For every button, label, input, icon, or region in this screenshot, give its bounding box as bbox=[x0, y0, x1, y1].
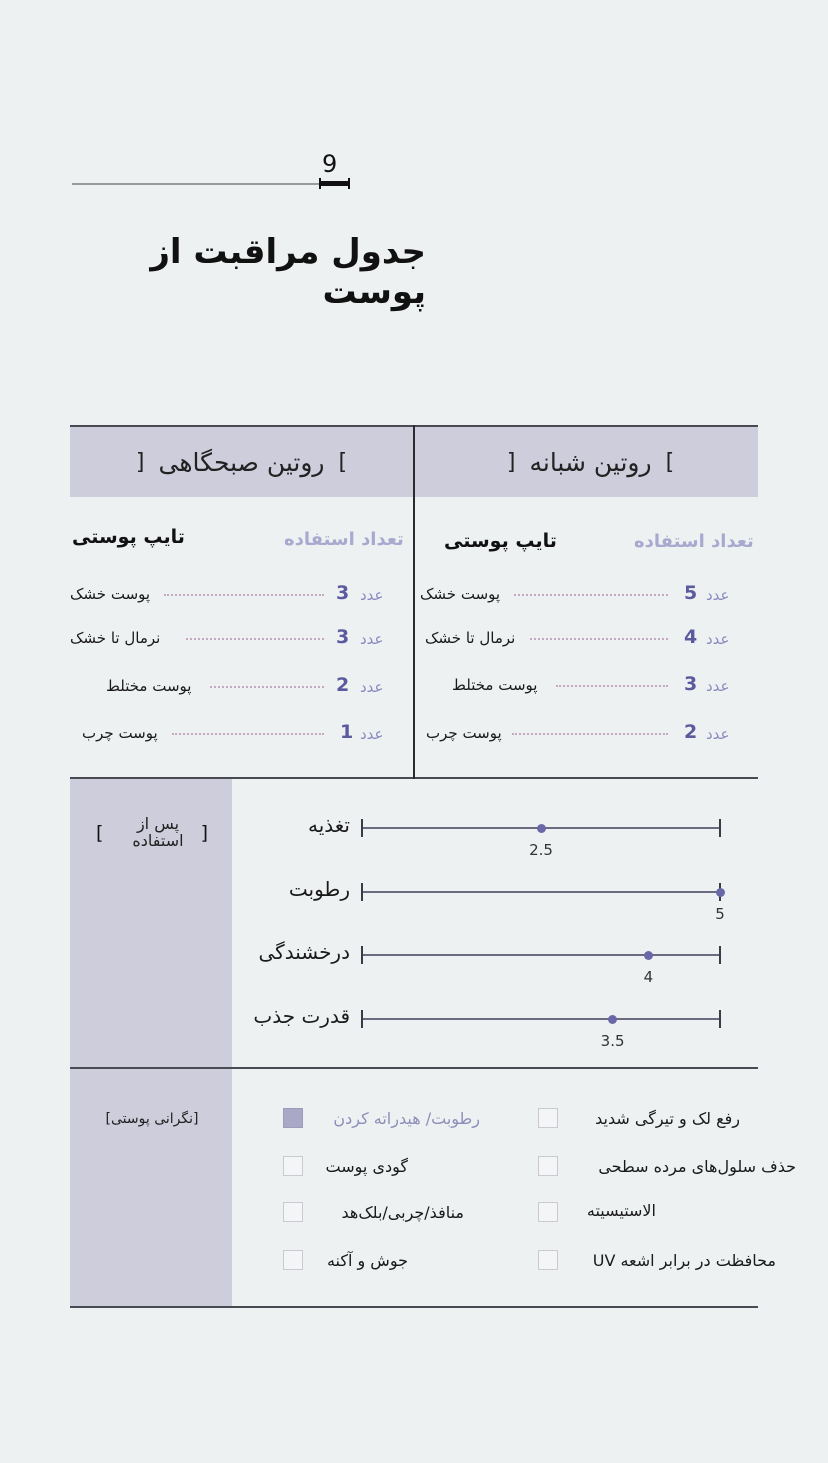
concern-label: جوش و آکنه bbox=[326, 1251, 408, 1270]
dotted-leader bbox=[556, 685, 668, 687]
after-use-sidebar bbox=[70, 779, 232, 1067]
skin-type: پوست مختلط bbox=[452, 676, 538, 694]
rating-value: 4 bbox=[643, 968, 654, 986]
concerns-label: [نگرانی پوستی] bbox=[105, 1111, 199, 1127]
bracket-icon: [ bbox=[200, 822, 208, 844]
skincare-table bbox=[70, 425, 796, 1308]
rating-marker bbox=[537, 824, 546, 833]
rating-marker bbox=[716, 888, 725, 897]
night-row bbox=[420, 721, 750, 747]
dotted-leader bbox=[530, 638, 668, 640]
night-row bbox=[420, 626, 750, 652]
bracket-icon: ] bbox=[665, 449, 675, 475]
bracket-icon: [ bbox=[135, 449, 145, 475]
morning-header bbox=[70, 427, 413, 497]
unit-label: عدد bbox=[706, 725, 730, 743]
morning-row bbox=[70, 626, 410, 652]
concern-label: حذف سلول‌های مرده سطحی bbox=[598, 1157, 796, 1176]
morning-row bbox=[70, 582, 410, 608]
after-use-line1: پس از bbox=[136, 814, 180, 833]
top-rule-tick-right bbox=[348, 178, 350, 189]
rating-marker bbox=[608, 1015, 617, 1024]
bracket-icon: ] bbox=[338, 449, 348, 475]
skin-type: پوست چرب bbox=[82, 724, 158, 742]
usage-count: 3 bbox=[336, 582, 350, 604]
skin-type: پوست مختلط bbox=[106, 677, 192, 695]
table-bottom-rule bbox=[70, 1306, 758, 1308]
concern-label: منافذ/چربی/بلک‌هد bbox=[341, 1203, 464, 1222]
night-skin-head: تایپ پوستی bbox=[444, 530, 557, 552]
rating-label: تغذیه bbox=[307, 813, 350, 837]
concern-checkbox[interactable] bbox=[538, 1108, 558, 1128]
unit-label: عدد bbox=[360, 630, 384, 648]
night-row bbox=[420, 673, 750, 699]
rating-marker bbox=[644, 951, 653, 960]
rating-value: 2.5 bbox=[529, 841, 553, 859]
top-rule-tick-left bbox=[319, 178, 321, 189]
rating-tick-max bbox=[719, 819, 721, 837]
skin-type: نرمال تا خشک bbox=[70, 629, 161, 647]
concern-checkbox[interactable] bbox=[538, 1156, 558, 1176]
rating-tick-min bbox=[361, 819, 363, 837]
morning-usage-head: تعداد استفاده bbox=[284, 529, 404, 550]
morning-title: روتین صبحگاهی bbox=[158, 447, 325, 477]
concern-label: رطوبت/ هیدراته کردن bbox=[333, 1109, 480, 1128]
dotted-leader bbox=[514, 594, 668, 596]
rating-tick-min bbox=[361, 883, 363, 901]
dotted-leader bbox=[164, 594, 324, 596]
rating-track bbox=[362, 891, 720, 893]
dotted-leader bbox=[186, 638, 324, 640]
night-header bbox=[415, 427, 758, 497]
concern-checkbox[interactable] bbox=[283, 1250, 303, 1270]
usage-count: 2 bbox=[684, 721, 698, 743]
skin-type: پوست چرب bbox=[426, 724, 502, 742]
rating-value: 3.5 bbox=[600, 1032, 625, 1050]
unit-label: عدد bbox=[706, 630, 730, 648]
after-use-label bbox=[88, 815, 228, 849]
skin-type: پوست خشک bbox=[70, 585, 151, 603]
top-rule-accent bbox=[319, 181, 350, 186]
usage-count: 4 bbox=[684, 626, 698, 648]
concern-checkbox[interactable] bbox=[538, 1202, 558, 1222]
skin-type: نرمال تا خشک bbox=[425, 629, 516, 647]
concern-checkbox[interactable] bbox=[283, 1202, 303, 1222]
bracket-icon: ] bbox=[96, 822, 104, 844]
concern-checkbox[interactable] bbox=[538, 1250, 558, 1270]
concern-label: محافظت در برابر اشعه UV bbox=[592, 1251, 776, 1270]
usage-count: 3 bbox=[336, 626, 350, 648]
unit-label: عدد bbox=[706, 677, 730, 695]
rating-tick-min bbox=[361, 1010, 363, 1028]
night-title: روتین شبانه bbox=[529, 447, 652, 477]
dotted-leader bbox=[210, 686, 324, 688]
concern-checkbox[interactable] bbox=[283, 1156, 303, 1176]
dotted-leader bbox=[172, 733, 324, 735]
morning-skin-head: تایپ پوستی bbox=[72, 526, 185, 548]
rating-value: 5 bbox=[715, 905, 725, 923]
dotted-leader bbox=[512, 733, 668, 735]
rating-tick-min bbox=[361, 946, 363, 964]
rating-label: قدرت جذب bbox=[253, 1004, 350, 1028]
concern-checkbox-checked[interactable] bbox=[283, 1108, 303, 1128]
concern-label: رفع لک و تیرگی شدید bbox=[595, 1109, 740, 1128]
page-title: جدول مراقبت از پوست bbox=[150, 232, 426, 312]
usage-count: 2 bbox=[336, 674, 350, 696]
unit-label: عدد bbox=[360, 725, 384, 743]
usage-count: 5 bbox=[684, 582, 698, 604]
night-usage-head: تعداد استفاده bbox=[634, 531, 754, 552]
usage-count: 1 bbox=[340, 721, 354, 743]
rating-tick-max bbox=[719, 946, 721, 964]
skin-type: پوست خشک bbox=[420, 585, 501, 603]
rating-track bbox=[362, 954, 720, 956]
unit-label: عدد bbox=[360, 678, 384, 696]
concern-label: الاستیسیته bbox=[586, 1201, 656, 1220]
after-use-line2: استفاده bbox=[132, 831, 184, 850]
rating-track bbox=[362, 1018, 720, 1020]
morning-row bbox=[70, 674, 410, 700]
morning-row bbox=[70, 721, 410, 747]
top-rule bbox=[72, 183, 350, 185]
rating-label: رطوبت bbox=[288, 877, 350, 901]
rating-label: درخشندگی bbox=[258, 940, 350, 964]
usage-count: 3 bbox=[684, 673, 698, 695]
night-row bbox=[420, 582, 750, 608]
unit-label: عدد bbox=[706, 586, 730, 604]
concerns-sidebar bbox=[70, 1069, 232, 1306]
page-number: 9 bbox=[322, 150, 338, 178]
unit-label: عدد bbox=[360, 586, 384, 604]
rating-tick-max bbox=[719, 1010, 721, 1028]
bracket-icon: [ bbox=[506, 449, 516, 475]
concern-label: گودی پوست bbox=[325, 1157, 408, 1176]
